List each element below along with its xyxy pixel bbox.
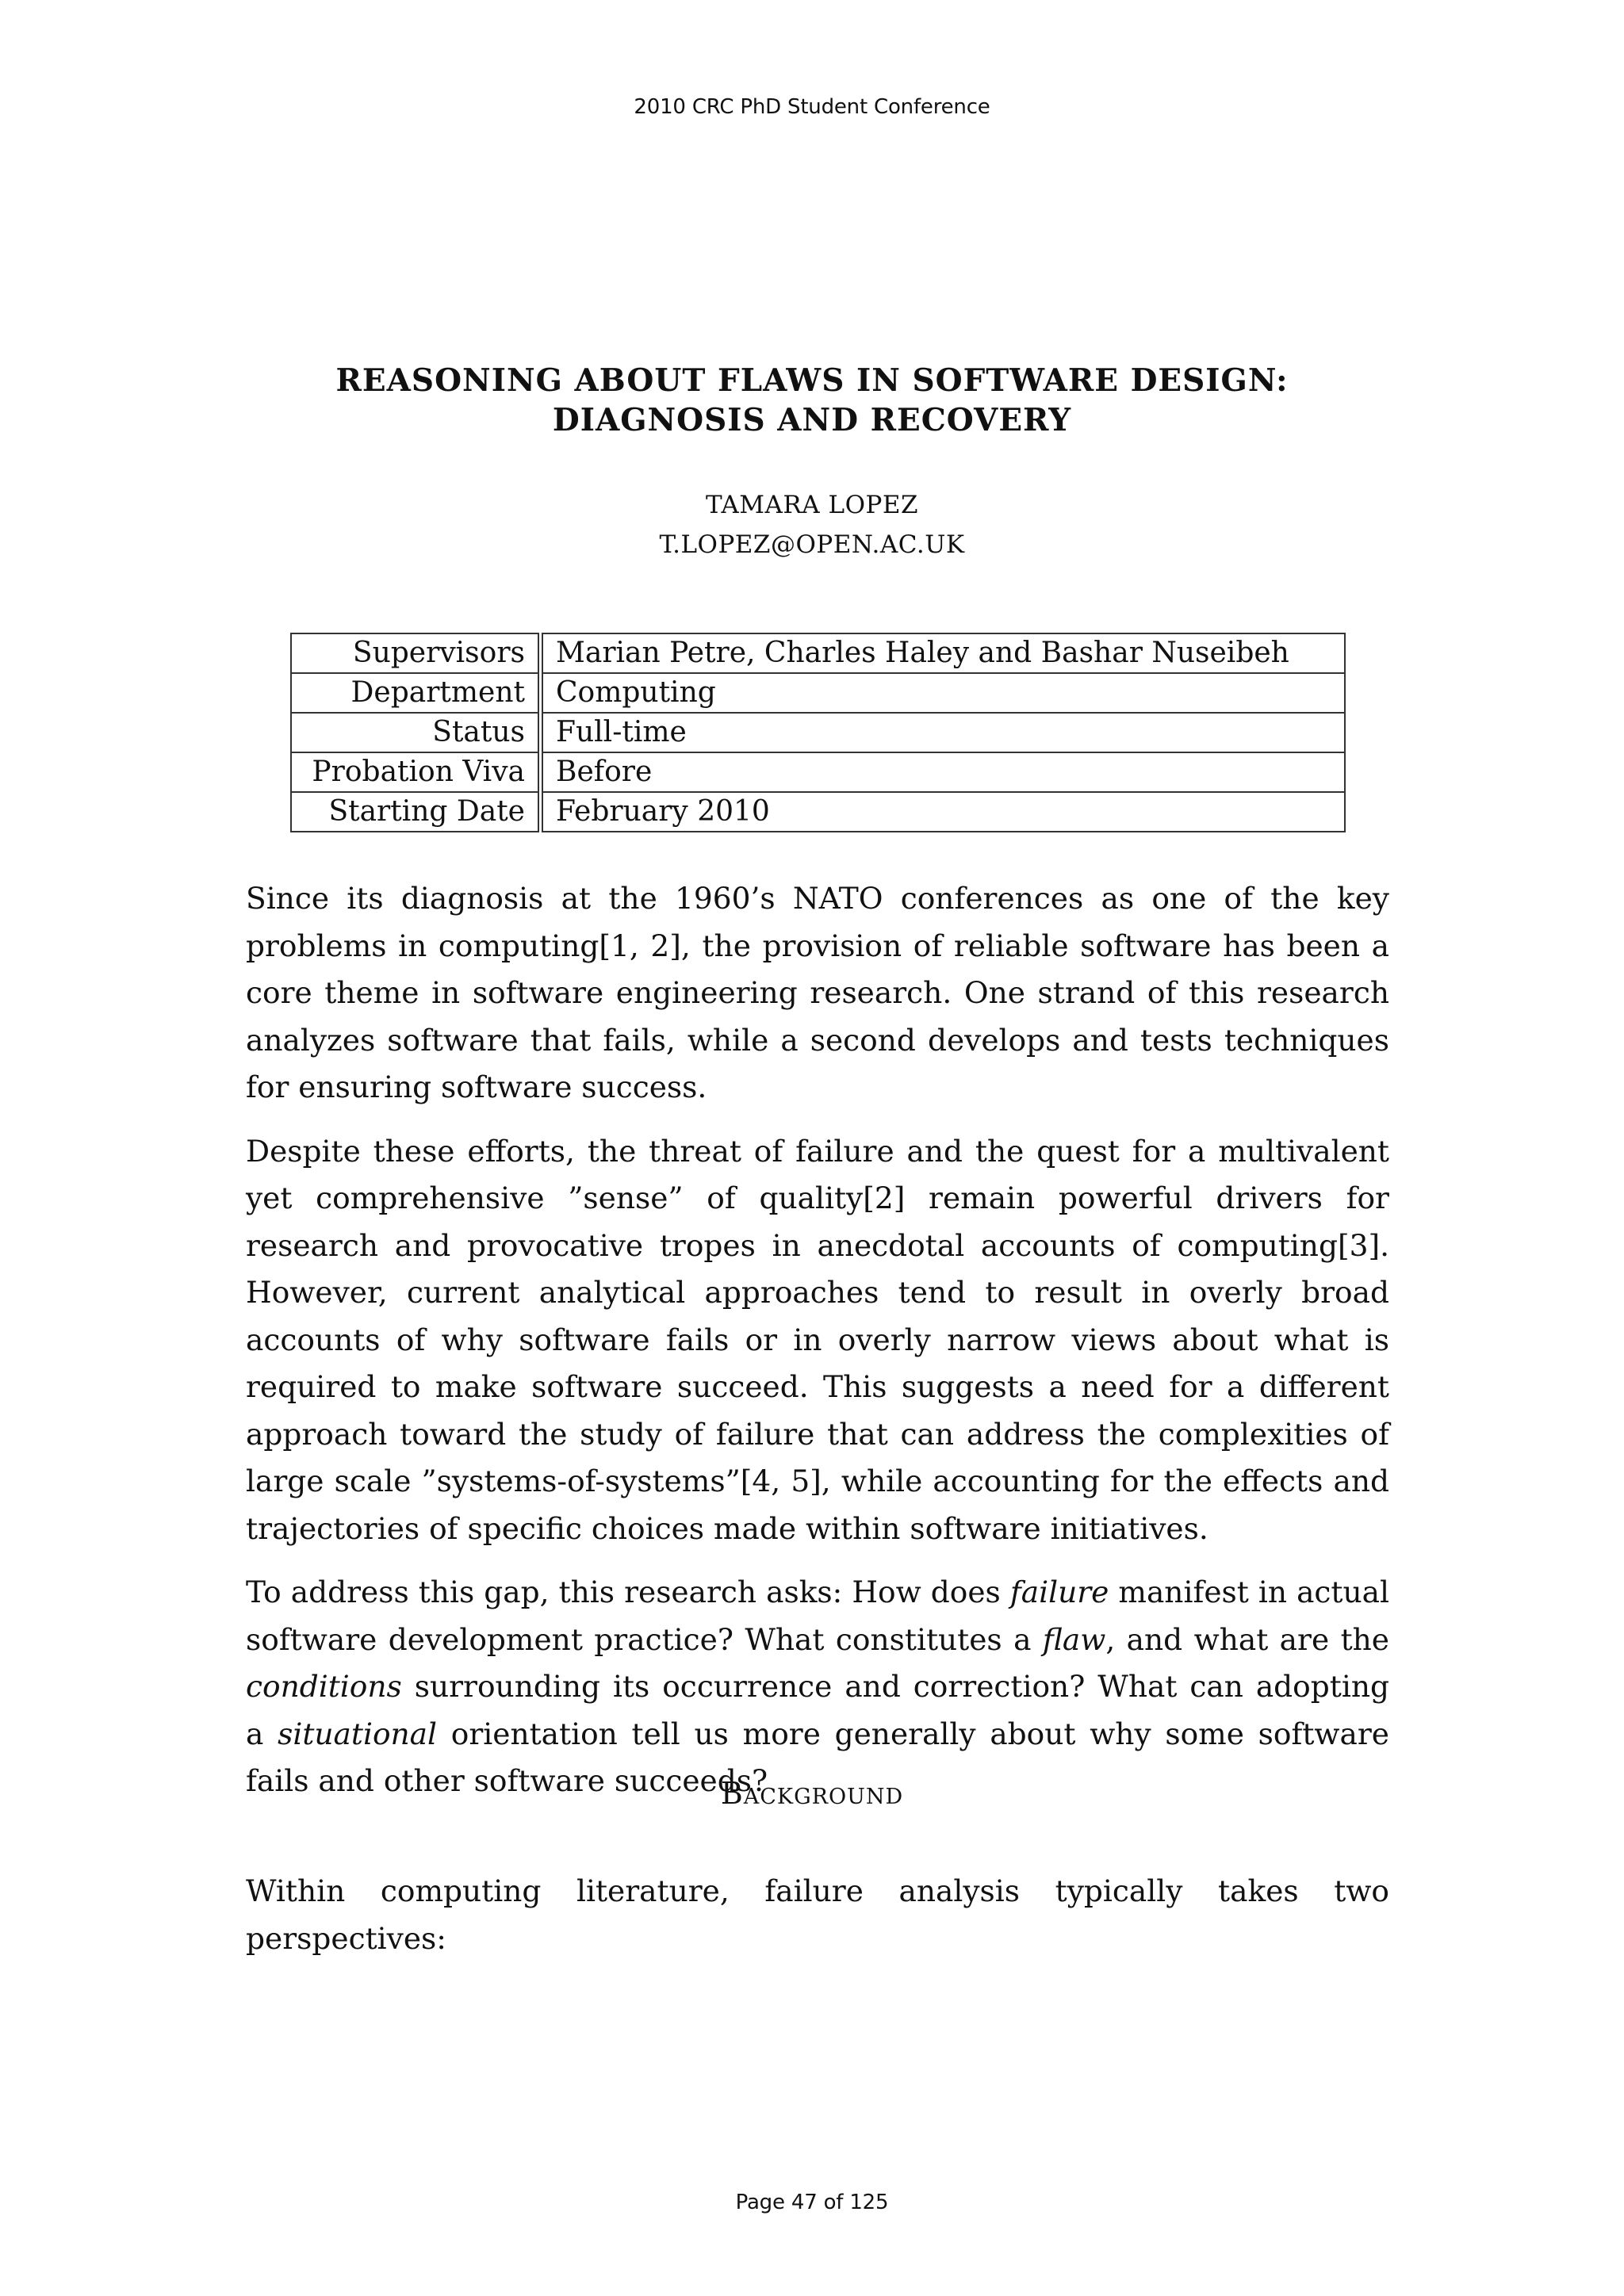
row-label: Supervisors — [291, 633, 541, 673]
emphasis-flaw: flaw — [1042, 1621, 1106, 1657]
running-header: 2010 CRC PhD Student Conference — [634, 95, 990, 119]
row-value: February 2010 — [541, 792, 1346, 832]
author-block — [0, 485, 1624, 564]
table-row — [291, 792, 1345, 832]
table-row — [291, 752, 1345, 792]
row-label: Probation Viva — [291, 752, 541, 792]
row-value: Before — [541, 752, 1346, 792]
paragraph-3-text: surrounding its occurrence and correction? What can adopting a — [246, 1669, 1389, 1751]
row-value: Computing — [541, 673, 1346, 713]
author-email: T.LOPEZ@OPEN.AC.UK — [659, 530, 965, 559]
paragraph-3-text: , and what are the — [1105, 1621, 1389, 1657]
row-label: Starting Date — [291, 792, 541, 832]
paper-title — [0, 361, 1624, 440]
paragraph-3 — [246, 1569, 1389, 1805]
row-value: Marian Petre, Charles Haley and Bashar Nuseibeh — [541, 633, 1346, 673]
emphasis-conditions: conditions — [246, 1669, 402, 1704]
paper-title-line-2: DIAGNOSIS AND RECOVERY — [552, 402, 1072, 438]
row-label: Status — [291, 713, 541, 752]
page-number: Page 47 of 125 — [735, 2191, 889, 2214]
paragraph-3-text: orientation tell us more generally about why some software fails and other software succeeds? — [246, 1716, 1389, 1798]
emphasis-situational: situational — [278, 1716, 438, 1751]
table-row — [291, 713, 1345, 752]
paragraph-3-text: manifest in actual software development practice? What constitutes a — [246, 1575, 1389, 1657]
intro-body — [246, 875, 1389, 1822]
emphasis-failure: failure — [1009, 1575, 1109, 1609]
paper-title-line-1: REASONING ABOUT FLAWS IN SOFTWARE DESIGN: — [335, 362, 1289, 399]
info-table — [290, 633, 1346, 832]
author-name: TAMARA LOPEZ — [705, 491, 919, 519]
table-row — [291, 673, 1345, 713]
paragraph-4: Within computing literature, failure analysis typically takes two perspectives: — [246, 1873, 1389, 1956]
row-value: Full-time — [541, 713, 1346, 752]
section-heading-background: Background — [720, 1776, 904, 1811]
table-row — [291, 633, 1345, 673]
background-body — [246, 1868, 1389, 1979]
paragraph-1: Since its diagnosis at the 1960’s NATO conferences as one of the key problems in computing[1, 2], the provision of reliable software has been a core theme in software engineering research. One strand of this research analyzes software that fails, while a second develops and tests techniques for ensuring software success. — [246, 881, 1389, 1104]
paragraph-3-text: To address this gap, this research asks: How does — [246, 1575, 1010, 1609]
paragraph-2: Despite these efforts, the threat of failure and the quest for a multivalent yet comprehensive ”sense” of quality[2] remain powerful drivers for research and provocative tropes in anecdotal accounts of computing[3]. However, current analytical approaches tend to result in overly broad accounts of why software fails or in overly narrow views about what is required to make software succeed. This suggests a need for a different approach toward the study of failure that can address the complexities of large scale ”systems-of-systems”[4, 5], while accounting for the effects and trajectories of specific choices made within software initiatives. — [246, 1133, 1389, 1546]
row-label: Department — [291, 673, 541, 713]
